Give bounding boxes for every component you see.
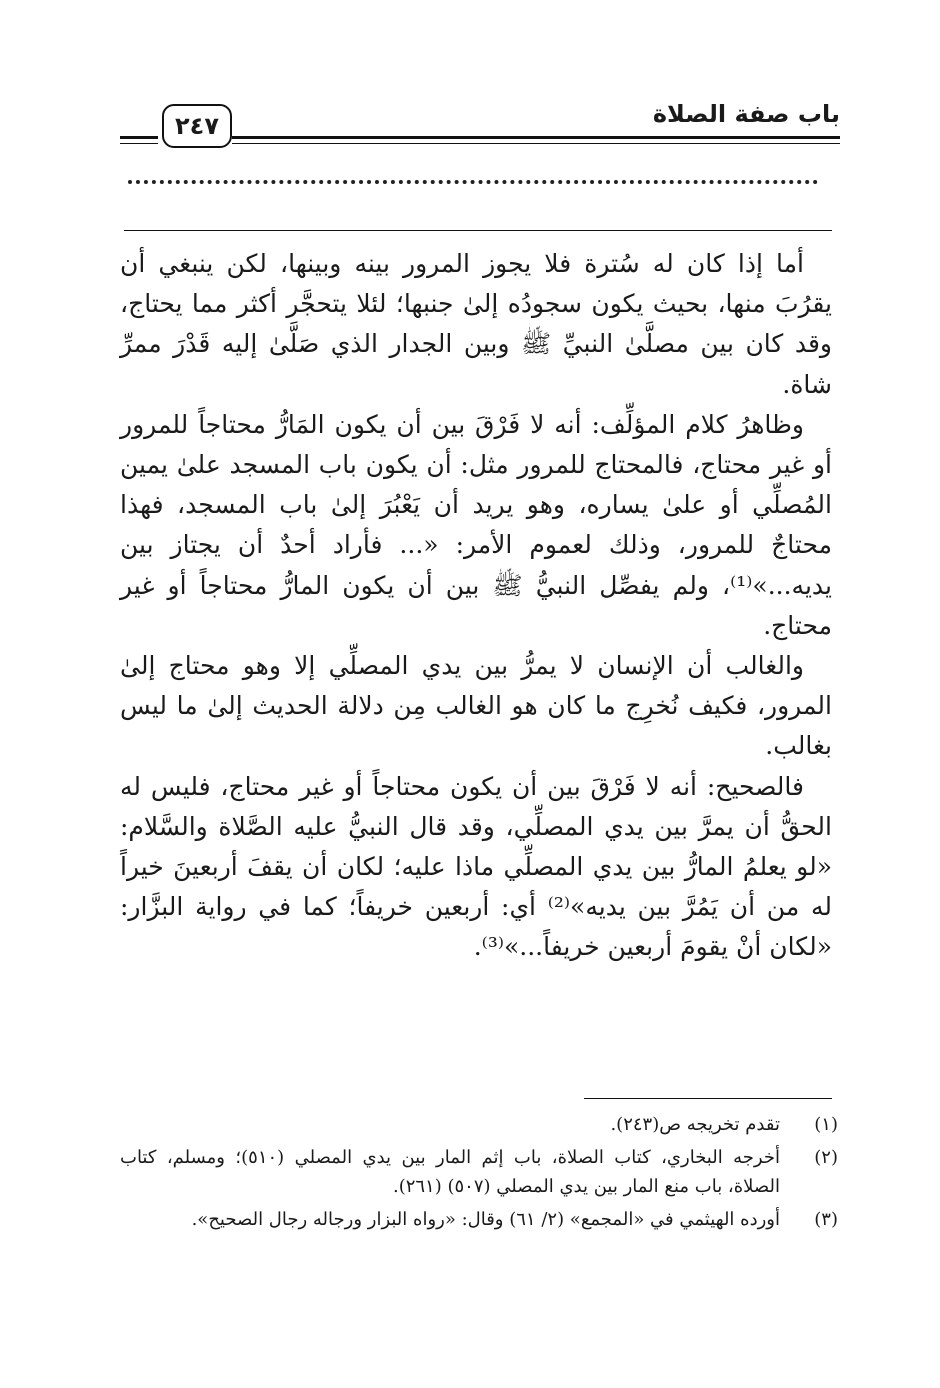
paragraph: والغالب أن الإنسان لا يمرُّ بين يدي المصلِّي إلا وهو محتاج إلىٰ المرور، فكيف نُخرِج ما كان هو الغالب مِن دلالة الحديث إلىٰ ما ليس بغالب.	[120, 651, 832, 761]
footnote-text: تقدم تخريجه ص(٢٤٣).	[610, 1114, 780, 1135]
footnote-number: (١)	[814, 1114, 838, 1135]
footnote	[120, 1143, 838, 1201]
footnote	[120, 1110, 838, 1139]
footnote-text: أخرجه البخاري، كتاب الصلاة، باب إثم المار بين يدي المصلي (٥١٠)؛ ومسلم، كتاب الصلاة، باب منع المار بين يدي المصلي (٥٠٧) (٢٦١).	[120, 1147, 780, 1197]
footnote-divider	[584, 1098, 832, 1099]
page-number: ٢٤٧	[162, 104, 232, 148]
paragraph: فالصحيح: أنه لا فَرْقَ بين أن يكون محتاجاً أو غير محتاج، فليس له الحقُّ أن يمرَّ بين يدي المصلِّي، وقد قال النبيُّ عليه الصَّلاة والسَّلام: «لو يعلمُ المارُّ بين يدي المصلِّي ماذا عليه؛ لكان أن يقفَ أربعينَ خيراً له من أن يَمُرَّ بين يديه»⁽²⁾ أي: أربعين خريفاً؛ كما في رواية البزَّار: «لكان أنْ يقومَ أربعين خريفاً...»⁽³⁾.	[120, 771, 832, 962]
paragraph: وظاهرُ كلام المؤلِّف: أنه لا فَرْقَ بين أن يكون المَارُّ محتاجاً للمرور أو غير محتاج، فالمحتاج للمرور مثل: أن يكون باب المسجد علىٰ يمين المُصلِّي أو علىٰ يساره، وهو يريد أن يَعْبُرَ إلىٰ باب المسجد، فهذا محتاجٌ للمرور، وذلك لعموم الأمر: «... فأراد أحدٌ أن يجتاز بين يديه...»⁽¹⁾، ولم يفصِّل النبيُّ ﷺ بين أن يكون المارُّ محتاجاً أو غير محتاج.	[120, 409, 832, 640]
footnote-number: (٢)	[814, 1147, 838, 1168]
text-top-divider	[124, 230, 832, 231]
footnote-number: (٣)	[814, 1209, 838, 1230]
header-rule	[232, 136, 840, 144]
dotted-separator	[128, 180, 818, 184]
header-rule-left	[120, 136, 158, 144]
footnotes	[120, 1110, 838, 1238]
main-text	[120, 244, 832, 968]
footnote	[120, 1205, 838, 1234]
page-header	[120, 98, 840, 154]
footnote-text: أورده الهيثمي في «المجمع» (٢/ ٦١) وقال: «رواه البزار ورجاله رجال الصحيح».	[191, 1209, 780, 1230]
running-title: باب صفة الصلاة	[652, 100, 840, 128]
paragraph: أما إذا كان له سُترة فلا يجوز المرور بينه وبينها، لكن ينبغي أن يقرُبَ منها، بحيث يكون سجودُه إلىٰ جنبها؛ لئلا يتحجَّر أكثر مما يحتاج، وقد كان بين مصلَّىٰ النبيِّ ﷺ وبين الجدار الذي صَلَّىٰ إليه قَدْرَ ممرِّ شاة.	[120, 249, 832, 399]
